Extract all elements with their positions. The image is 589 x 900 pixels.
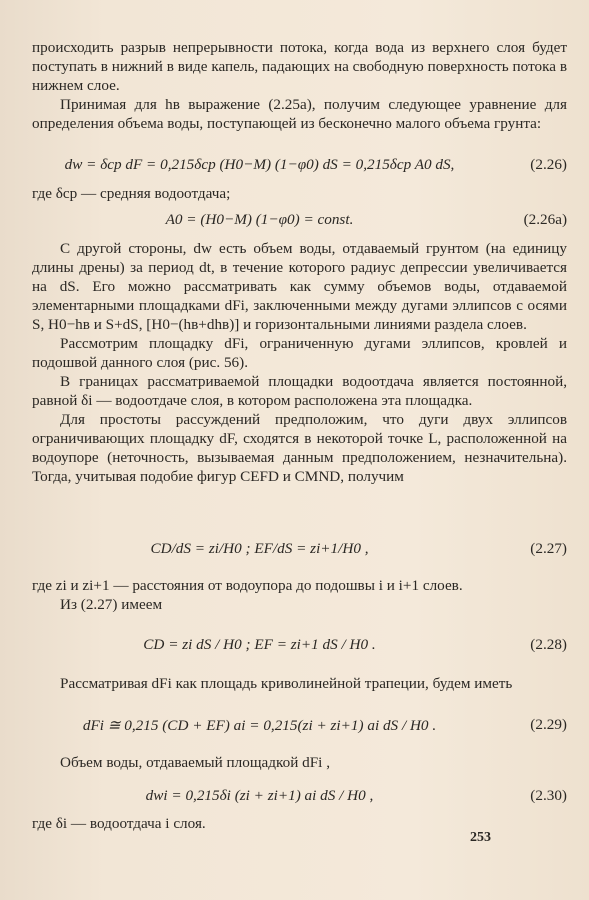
equation-2-26a — [32, 206, 567, 234]
equation-2-26a-formula: A0 = (H0−M) (1−φ0) = const. — [165, 211, 354, 228]
paragraph-2: Принимая для hв выражение (2.25а), получим следующее уравнение для определения объема воды, поступающей из бесконечно малого объема грунта: — [32, 96, 567, 132]
equation-2-28-number: (2.28) — [530, 636, 567, 653]
paragraph-1: происходить разрыв непрерывности потока, когда вода из верхнего слоя будет поступать в нижний в виде капель, падающих на свободную поверхность потока в нижнем слое. — [32, 39, 567, 94]
equation-2-29-number: (2.29) — [530, 716, 567, 733]
paragraph-3: где δcp — средняя водоотдача; — [32, 185, 231, 202]
equation-2-28 — [32, 628, 567, 662]
equation-2-26 — [32, 151, 567, 179]
equation-2-26a-number: (2.26а) — [523, 211, 567, 228]
equation-2-30-formula: dwi = 0,215δi (zi + zi+1) ai dS / H0 , — [145, 787, 374, 804]
paragraph-11: Объем воды, отдаваемый площадкой dFi , — [60, 754, 330, 771]
equation-2-30-number: (2.30) — [530, 787, 567, 804]
paragraph-10: Рассматривая dFi как площадь криволинейной трапеции, будем иметь — [60, 675, 513, 692]
paragraph-7: Для простоты рассуждений предположим, что дуги двух эллипсов ограничивающих площадку dF, сходятся в некоторой точке L, расположенной на водоупоре (неточность, вызываемая данным предположением, незначительна). Тогда, учитывая подобие фигур CEFD и CMND, получим — [32, 411, 567, 485]
equation-2-29 — [32, 708, 567, 742]
equation-2-26-formula: dw = δcp dF = 0,215δcp (H0−M) (1−φ0) dS = 0,215δcp A0 dS, — [64, 156, 455, 173]
equation-2-30 — [32, 779, 567, 813]
paragraph-5: Рассмотрим площадку dFi, ограниченную дугами эллипсов, кровлей и подошвой данного слоя (рис. 56). — [32, 335, 567, 371]
text-block-1 — [32, 38, 567, 133]
equation-2-26-number: (2.26) — [530, 156, 567, 173]
text-block-2 — [32, 184, 567, 203]
equation-2-27 — [32, 532, 567, 566]
paragraph-12: где δi — водоотдача i слоя. — [32, 815, 206, 832]
text-block-4 — [32, 576, 567, 614]
text-block-6 — [32, 753, 567, 772]
paragraph-6: В границах рассматриваемой площадки водоотдача является постоянной, равной δi — водоотдаче слоя, в котором расположена эта площадка. — [32, 373, 567, 409]
paragraph-8: где zi и zi+1 — расстояния от водоупора до подошвы i и i+1 слоев. — [32, 577, 463, 594]
equation-2-27-formula: CD/dS = zi/H0 ; EF/dS = zi+1/H0 , — [150, 540, 369, 557]
equation-2-29-formula: dFi ≅ 0,215 (CD + EF) ai = 0,215(zi + zi+1) ai dS / H0 . — [82, 716, 437, 734]
equation-2-28-formula: CD = zi dS / H0 ; EF = zi+1 dS / H0 . — [143, 636, 376, 653]
text-block-5 — [32, 674, 567, 693]
page-number: 253 — [470, 830, 491, 845]
paragraph-4: С другой стороны, dw есть объем воды, отдаваемый грунтом (на единицу длины дрены) за период dt, в течение которого радиус депрессии увеличивается на dS. Его можно рассматривать как сумму объемов воды, отдаваемой элементарными площадками dFi, заключенными между дугами эллипсов с осями S, H0−hв и S+dS, [H0−(hв+dhв)] и горизонтальными линиями раздела слоев. — [32, 240, 567, 333]
text-block-3 — [32, 239, 567, 486]
paragraph-9: Из (2.27) имеем — [60, 596, 163, 613]
equation-2-27-number: (2.27) — [530, 540, 567, 557]
